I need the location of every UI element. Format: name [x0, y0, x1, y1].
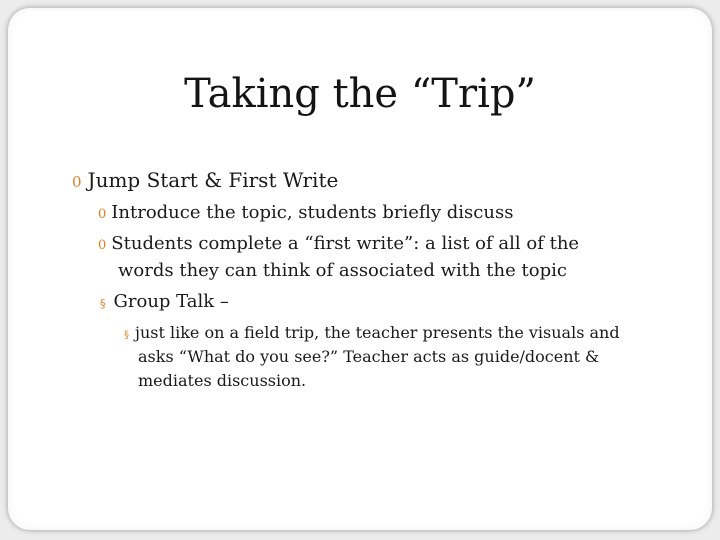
- numeral-bullet-icon: 0: [72, 173, 82, 191]
- sub-sub-bullet-field-trip: [124, 322, 620, 347]
- square-bullet-icon: §: [100, 297, 106, 310]
- bullet-text: just like on a field trip, the teacher presents the visuals and: [135, 323, 620, 342]
- sub-bullet-first-write: [98, 232, 579, 258]
- bullet-text: Jump Start & First Write: [87, 168, 339, 192]
- bullet-text: Students complete a “first write”: a list of all of the: [111, 233, 580, 254]
- bullet-jump-start: [72, 167, 338, 195]
- numeral-bullet-icon: 0: [98, 238, 107, 253]
- sub-sub-bullet-continued-2: mediates discussion.: [138, 371, 307, 390]
- square-bullet-icon: §: [124, 330, 129, 341]
- bullet-text: Group Talk –: [113, 291, 229, 312]
- bullet-text: Introduce the topic, students briefly discuss: [111, 202, 514, 223]
- slide-title: Taking the “Trip”: [184, 71, 536, 117]
- sub-bullet-introduce: [98, 201, 513, 227]
- sub-bullet-first-write-continued: words they can think of associated with the topic: [118, 260, 567, 281]
- sub-bullet-group-talk: [100, 290, 229, 316]
- numeral-bullet-icon: 0: [98, 207, 107, 222]
- sub-sub-bullet-continued-1: asks “What do you see?” Teacher acts as guide/docent &: [138, 347, 600, 366]
